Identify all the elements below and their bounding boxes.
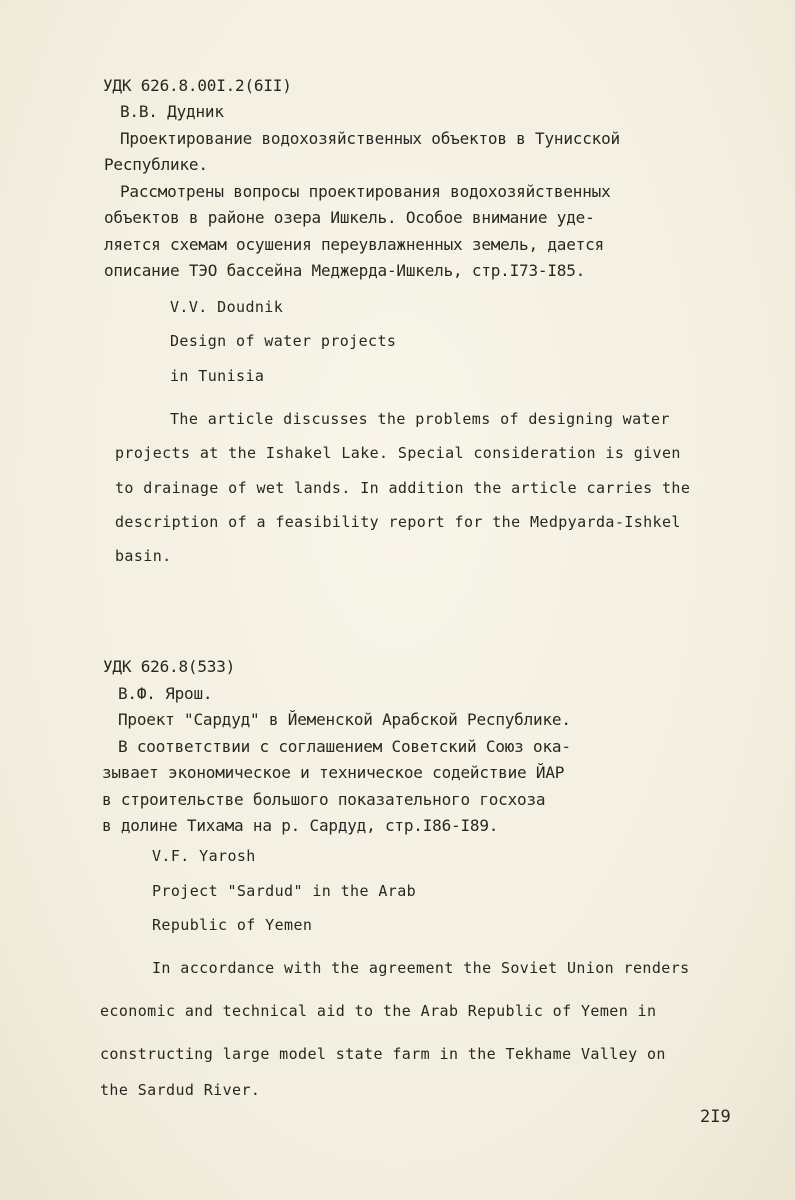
abstract-en-line: The article discusses the problems of designing water <box>170 410 670 428</box>
author-en: V.F. Yarosh <box>152 847 256 865</box>
abstract-ru-line: В соответствии с соглашением Советский Союз ока- <box>118 737 571 756</box>
abstract-en-line: description of a feasibility report for the Medpyarda-Ishkel <box>115 513 681 531</box>
udc-code: УДК 626.8(533) <box>103 657 236 676</box>
title-en-line: Republic of Yemen <box>152 916 313 934</box>
abstract-en-line: projects at the Ishakel Lake. Special consideration is given <box>115 444 681 462</box>
abstract-en-line: economic and technical aid to the Arab Republic of Yemen in <box>100 1002 657 1020</box>
abstract-ru-line: описание ТЭО бассейна Меджерда-Ишкель, стр.I73-I85. <box>104 261 586 280</box>
abstract-ru-line: объектов в районе озера Ишкель. Особое внимание уде- <box>104 208 595 227</box>
abstract-ru-line: в долине Тихама на р. Сардуд, стр.I86-I89. <box>102 816 499 835</box>
abstract-en-line: to drainage of wet lands. In addition the article carries the <box>115 479 691 497</box>
title-en-line: Project "Sardud" in the Arab <box>152 882 417 900</box>
title-en-line: in Tunisia <box>170 367 265 385</box>
page-number: 2I9 <box>700 1107 731 1127</box>
abstract-ru-line: ляется схемам осушения переувлажненных земель, дается <box>104 235 604 254</box>
title-en-line: Design of water projects <box>170 332 397 350</box>
abstract-en-line: In accordance with the agreement the Soviet Union renders <box>152 959 690 977</box>
abstract-ru-line: зывает экономическое и техническое содействие ЙАР <box>102 763 565 782</box>
udc-code: УДК 626.8.00I.2(6II) <box>103 76 292 95</box>
abstract-en-line: the Sardud River. <box>100 1081 261 1099</box>
abstract-en-line: constructing large model state farm in the Tekhame Valley on <box>100 1045 666 1063</box>
title-ru-line: Проектирование водохозяйственных объектов в Тунисской <box>120 129 620 148</box>
author-en: V.V. Doudnik <box>170 298 284 316</box>
title-ru-line: Проект "Сардуд" в Йеменской Арабской Республике. <box>118 710 571 729</box>
abstract-ru-line: Рассмотрены вопросы проектирования водохозяйственных <box>120 182 611 201</box>
title-ru-line: Республике. <box>104 155 208 174</box>
abstract-en-line: basin. <box>115 547 172 565</box>
author-ru: В.Ф. Ярош. <box>118 684 213 703</box>
abstract-ru-line: в строительстве большого показательного госхоза <box>102 790 546 809</box>
author-ru: В.В. Дудник <box>120 102 224 121</box>
